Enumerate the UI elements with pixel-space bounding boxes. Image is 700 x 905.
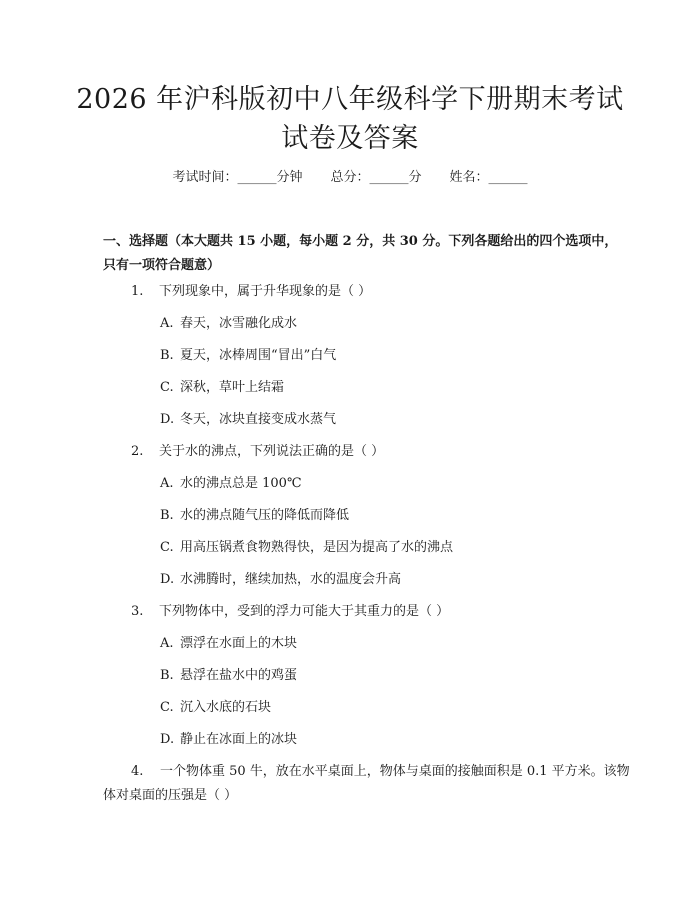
question-text: 一个物体重 50 牛，放在水平桌面上，物体与桌面的接触面积是 0.1 平方米。该物体对桌面的压强是（ ） <box>103 764 630 803</box>
option-letter: C. <box>160 380 174 395</box>
option-text: 用高压锅煮食物熟得快，是因为提高了水的沸点 <box>180 540 454 555</box>
option-letter: B. <box>160 508 174 523</box>
q2-option-c <box>160 538 453 558</box>
q1-option-b <box>160 346 336 366</box>
question-number: 4. <box>131 764 144 779</box>
q3-option-a <box>160 634 297 654</box>
total-score-field: 总分：______分 <box>330 170 422 185</box>
q2-option-b <box>160 506 349 526</box>
option-text: 夏天，冰棒周围“冒出”白气 <box>180 348 337 363</box>
option-letter: C. <box>160 700 174 715</box>
q2-option-a <box>160 474 302 494</box>
student-name-field: 姓名：______ <box>449 170 528 185</box>
option-text: 冬天，冰块直接变成水蒸气 <box>180 412 337 427</box>
question-text: 关于水的沸点，下列说法正确的是（ ） <box>159 444 385 459</box>
q1-option-d <box>160 410 336 430</box>
question-number: 3. <box>131 604 144 619</box>
q1-option-a <box>160 314 297 334</box>
option-letter: A. <box>160 636 174 651</box>
question-4 <box>103 760 630 808</box>
question-number: 1. <box>131 284 144 299</box>
q1-option-c <box>160 378 284 398</box>
option-text: 悬浮在盐水中的鸡蛋 <box>180 668 298 683</box>
q3-option-d <box>160 730 297 750</box>
option-letter: C. <box>160 540 174 555</box>
option-letter: D. <box>160 572 175 587</box>
exam-title-line-2: 试卷及答案 <box>281 123 419 154</box>
option-text: 水沸腾时，继续加热，水的温度会升高 <box>180 572 402 587</box>
option-letter: A. <box>160 476 174 491</box>
exam-title-line-1: 2026 年沪科版初中八年级科学下册期末考试 <box>76 84 624 115</box>
option-text: 春天，冰雪融化成水 <box>180 316 298 331</box>
option-text: 漂浮在水面上的木块 <box>180 636 298 651</box>
question-text: 下列物体中，受到的浮力可能大于其重力的是（ ） <box>159 604 450 619</box>
q2-option-d <box>160 570 401 590</box>
exam-meta <box>0 168 700 188</box>
exam-time-field: 考试时间：______分钟 <box>172 170 303 185</box>
question-text: 下列现象中，属于升华现象的是（ ） <box>159 284 372 299</box>
option-letter: A. <box>160 316 174 331</box>
option-text: 沉入水底的石块 <box>180 700 272 715</box>
option-text: 水的沸点随气压的降低而降低 <box>180 508 350 523</box>
option-text: 水的沸点总是 100℃ <box>180 476 302 491</box>
option-letter: B. <box>160 668 174 683</box>
q3-option-c <box>160 698 271 718</box>
q3-option-b <box>160 666 297 686</box>
option-text: 深秋，草叶上结霜 <box>180 380 285 395</box>
option-text: 静止在冰面上的冰块 <box>180 732 298 747</box>
option-letter: D. <box>160 732 175 747</box>
option-letter: D. <box>160 412 175 427</box>
question-number: 2. <box>131 444 144 459</box>
section-heading-multiple-choice: 一、选择题（本大题共 15 小题，每小题 2 分，共 30 分。下列各题给出的四个选项中，只有一项符合题意） <box>103 234 618 273</box>
option-letter: B. <box>160 348 174 363</box>
